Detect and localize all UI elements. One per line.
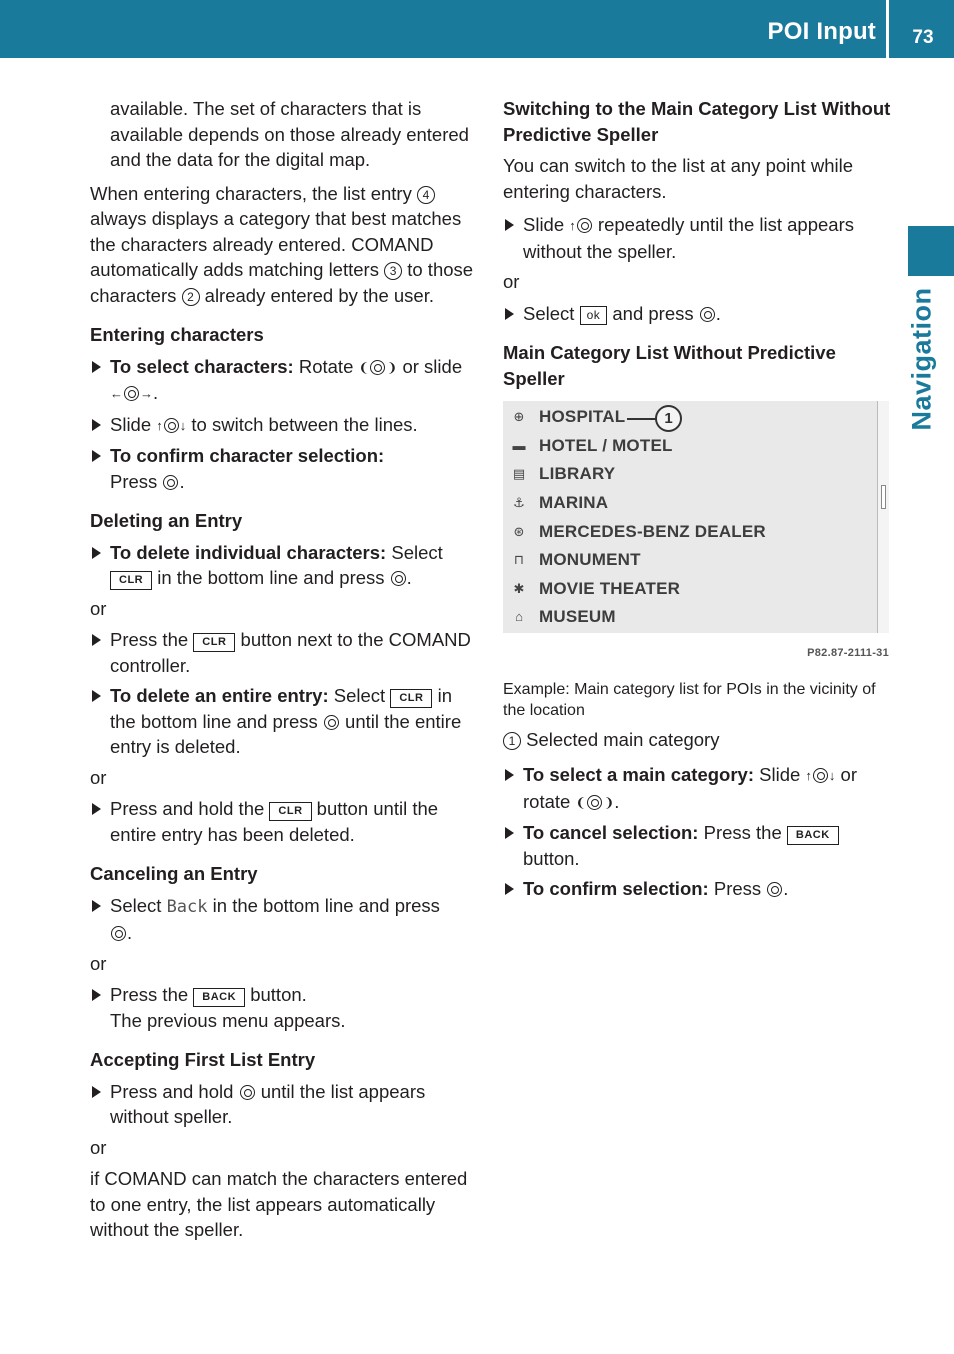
- press-controller-icon: [391, 571, 406, 586]
- text: Press the: [698, 822, 787, 843]
- step-cancel-selection: [503, 820, 893, 871]
- step-select-ok: Select ok and press .: [503, 301, 893, 327]
- text: Slide: [110, 413, 157, 435]
- right-column: [503, 96, 893, 907]
- list-entry-paragraph: [90, 181, 482, 309]
- controller-icon: [370, 360, 385, 375]
- clr-key-icon: CLR: [193, 633, 235, 652]
- text: in the bottom line and press: [152, 567, 390, 588]
- step-label: To select characters:: [110, 355, 294, 377]
- arrow-down-icon: ↓: [828, 768, 836, 783]
- heading-entering-characters: Entering characters: [90, 324, 264, 345]
- step-hold-clr: [90, 796, 482, 847]
- page-header: [0, 0, 954, 58]
- heading-canceling-entry: Canceling an Entry: [90, 863, 258, 884]
- step-label: To delete individual characters:: [110, 541, 387, 563]
- category-list-item[interactable]: [511, 603, 616, 631]
- or-text: or: [90, 1136, 107, 1158]
- category-list-item[interactable]: [511, 403, 625, 431]
- step-confirm-character: To confirm character selection: Press .: [90, 443, 482, 494]
- rotate-right-icon: ❩: [603, 794, 615, 810]
- category-label: MERCEDES-BENZ DEALER: [539, 521, 766, 541]
- step-select-main-category: To select a main category: Slide ↑ ↓ or rotate ❨ ❩.: [503, 762, 893, 815]
- press-controller-icon: [163, 475, 178, 490]
- text: to switch between the lines.: [186, 413, 418, 435]
- text: Press: [110, 470, 163, 492]
- text: Press the: [110, 629, 194, 650]
- step-switch-lines: [90, 412, 482, 439]
- arrow-right-icon: →: [140, 386, 153, 401]
- clr-key-icon: CLR: [390, 689, 432, 708]
- switching-paragraph: You can switch to the list at any point while entering characters.: [503, 155, 853, 202]
- text: The previous menu appears.: [110, 1009, 346, 1031]
- list-scrollbar: [877, 401, 889, 633]
- text: already entered by the user.: [199, 284, 434, 306]
- text: or slide: [397, 355, 463, 377]
- rotate-right-icon: ❩: [386, 359, 398, 375]
- legend-text: Selected main category: [526, 728, 720, 750]
- text: Select: [386, 541, 443, 563]
- step-delete-characters: To delete individual characters: Select CLR in the bottom line and press .: [90, 540, 482, 591]
- monument-icon: ⊓: [513, 552, 525, 568]
- text: in the bottom line and press: [207, 894, 440, 916]
- press-controller-icon: [767, 882, 782, 897]
- controller-icon: [813, 768, 828, 783]
- heading-deleting-entry: Deleting an Entry: [90, 510, 243, 531]
- figure-caption: Example: Main category list for POIs in the vicinity of the location: [503, 680, 876, 719]
- step-label: To confirm selection:: [523, 878, 709, 899]
- step-select-back: Select Back in the bottom line and press .: [90, 893, 482, 946]
- legend-item: [503, 727, 893, 753]
- step-label: To select a main category:: [523, 764, 754, 785]
- text: Select: [110, 894, 167, 916]
- step-select-characters: To select characters: Rotate ❨ ❩ or slide ← →.: [90, 354, 482, 407]
- text: Press and hold: [110, 1080, 239, 1102]
- intro-continued: available. The set of characters that is available depends on those already entered and the data for the digital map.: [110, 98, 469, 170]
- text: Select: [328, 685, 391, 706]
- text: Rotate: [293, 355, 359, 377]
- controller-icon: [164, 418, 179, 433]
- text: until the list appears without speller.: [110, 1080, 426, 1127]
- category-label: MOVIE THEATER: [539, 578, 681, 598]
- category-list-item[interactable]: [511, 489, 608, 517]
- text: until the entire entry is deleted.: [110, 710, 462, 757]
- step-label: To cancel selection:: [523, 822, 699, 843]
- category-list-item[interactable]: [511, 517, 766, 545]
- category-label: HOSPITAL: [539, 407, 626, 427]
- or-text: or: [90, 952, 107, 974]
- text: Slide: [754, 764, 806, 785]
- text: Press the: [110, 984, 194, 1005]
- step-label: To confirm character selection:: [110, 445, 385, 466]
- scrollbar-thumb: [881, 485, 886, 509]
- text: Press: [708, 878, 767, 899]
- text: button next to the COMAND controller.: [110, 629, 471, 676]
- category-list-item[interactable]: [511, 432, 673, 460]
- text: to those characters: [90, 259, 474, 306]
- step-press-back: [90, 982, 482, 1033]
- step-confirm-selection: To confirm selection: Press .: [503, 876, 893, 902]
- rotate-left-icon: ❨: [575, 794, 587, 810]
- press-controller-icon: [700, 307, 715, 322]
- step-label: To delete an entire entry:: [110, 685, 329, 706]
- arrow-up-icon: ↑: [569, 218, 576, 233]
- category-list-item[interactable]: [511, 575, 680, 603]
- category-list: [503, 401, 877, 633]
- category-list-item[interactable]: [511, 460, 615, 488]
- category-label: MUSEUM: [539, 607, 616, 627]
- number-3-icon: 3: [384, 262, 402, 280]
- mercedes-icon: ⊛: [513, 523, 525, 539]
- chapter-tab-marker: [908, 226, 954, 276]
- text: Select: [523, 302, 580, 324]
- library-icon: ▤: [512, 466, 526, 482]
- press-controller-icon: [111, 926, 126, 941]
- controller-icon: [577, 218, 592, 233]
- text: or rotate: [523, 764, 858, 812]
- back-menu-item-text: Back: [166, 896, 208, 917]
- header-divider: [886, 0, 889, 58]
- step-delete-entire-entry: [90, 683, 482, 760]
- text: button until the entire entry has been deleted.: [110, 798, 439, 845]
- or-text: or: [90, 597, 107, 619]
- figure-reference: P82.87-2111-31: [807, 647, 889, 659]
- ok-key-icon: ok: [580, 306, 608, 325]
- step-press-hold: [90, 1079, 482, 1130]
- back-key-icon: BACK: [787, 826, 839, 845]
- text: and press: [612, 302, 699, 324]
- text: in the bottom line and press: [110, 685, 452, 732]
- callout-number: 1: [655, 405, 682, 432]
- clr-key-icon: CLR: [269, 802, 311, 821]
- category-label: HOTEL / MOTEL: [539, 435, 673, 455]
- rotate-left-icon: ❨: [358, 359, 370, 375]
- step-press-clr: [90, 627, 482, 678]
- page-number: 73: [912, 27, 934, 48]
- number-4-icon: 4: [417, 186, 435, 204]
- arrow-up-icon: ↑: [805, 768, 812, 783]
- category-label: LIBRARY: [539, 464, 616, 484]
- category-list-screenshot: [503, 401, 889, 633]
- or-text: or: [503, 271, 520, 292]
- category-label: MONUMENT: [539, 550, 641, 570]
- press-controller-icon: [240, 1085, 255, 1100]
- or-text: or: [90, 766, 107, 788]
- arrow-left-icon: ←: [110, 386, 123, 401]
- auto-match-paragraph: if COMAND can match the characters entered to one entry, the list appears automatically without the speller.: [90, 1168, 468, 1240]
- text: button.: [523, 847, 580, 869]
- controller-icon: [587, 795, 602, 810]
- heading-accepting-first-entry: Accepting First List Entry: [90, 1049, 316, 1070]
- museum-icon: ⌂: [515, 609, 523, 625]
- text: Slide: [523, 214, 570, 235]
- callout-leader-line: [627, 418, 657, 420]
- back-key-icon: BACK: [193, 988, 245, 1007]
- hospital-icon: ⊕: [513, 409, 525, 425]
- marina-icon: ⚓: [513, 495, 525, 511]
- category-label: MARINA: [539, 493, 609, 513]
- arrow-up-icon: ↑: [156, 417, 163, 433]
- category-list-item[interactable]: [511, 546, 641, 574]
- text: always displays a category that best matches the characters already entered. COMAND automatically adds matching letters: [90, 208, 462, 280]
- hotel-icon: ▬: [512, 437, 526, 453]
- arrow-down-icon: ↓: [179, 417, 187, 433]
- chapter-tab-label: Navigation: [906, 286, 937, 431]
- heading-main-category-list: Main Category List Without Predictive Speller: [503, 342, 836, 389]
- section-title: POI Input: [767, 18, 876, 45]
- number-2-icon: 2: [182, 288, 200, 306]
- text: When entering characters, the list entry: [90, 182, 417, 204]
- controller-icon: [124, 386, 139, 401]
- step-slide-repeatedly: [503, 212, 893, 264]
- number-1-icon: 1: [503, 732, 521, 750]
- movie-icon: ✱: [513, 580, 525, 596]
- text: repeatedly until the list appears without the speller.: [523, 214, 854, 262]
- clr-key-icon: CLR: [110, 571, 152, 590]
- chapter-tab: [896, 286, 948, 431]
- press-controller-icon: [324, 715, 339, 730]
- left-column: [90, 96, 482, 1251]
- text: button.: [245, 984, 307, 1005]
- heading-switching-list: Switching to the Main Category List Without Predictive Speller: [503, 98, 891, 145]
- text: Press and hold the: [110, 798, 270, 819]
